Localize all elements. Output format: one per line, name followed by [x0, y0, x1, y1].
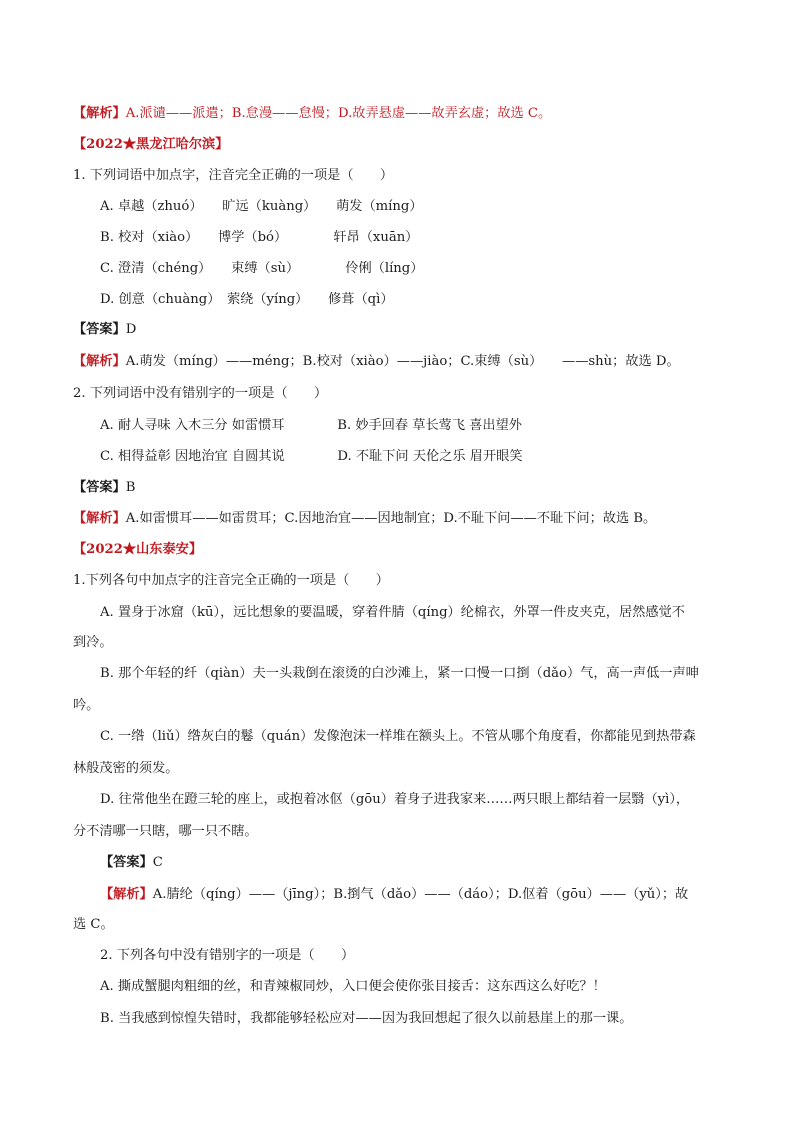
text-line-q3a1	[100, 603, 685, 623]
text-line-q3b1	[100, 664, 699, 684]
text-span: A. 耐人寻味 入木三分 如雷惯耳 B. 妙手回春 草长莺飞 喜出望外	[100, 418, 522, 433]
text-line-e1	[73, 352, 680, 372]
text-span: A.腈纶（qíng）——（jīng）；B.捯气（dǎo）——（dáo）；D.伛着（gōu）——（yǔ）；故	[152, 887, 689, 902]
text-line-a3	[100, 853, 163, 873]
text-line-e2	[73, 509, 656, 529]
text-span: A.萌发（míng）——méng；B.校对（xiào）——jiào；C.束缚（sù） ——shù；故选 D。	[125, 354, 680, 369]
text-span: 【答案】	[73, 480, 126, 495]
text-line-q3c2	[73, 759, 179, 779]
text-span: B. 当我感到惊惶失错时，我都能够轻松应对——因为我回想起了很久以前悬崖上的那一课。	[100, 1011, 633, 1026]
text-line-q4a	[100, 977, 606, 997]
text-span: 选 C。	[73, 917, 114, 932]
text-line-q1d	[100, 290, 394, 310]
text-line-q3a2	[73, 633, 113, 653]
text-span: 2. 下列词语中没有错别字的一项是（ ）	[73, 386, 328, 401]
text-span: A.如雷惯耳——如雷贯耳；C.因地治宜——因地制宜；D.不耻下问——不耻下问；故选 B。	[125, 511, 657, 526]
text-span: C. 澄清（chéng） 束缚（sù） 伶俐（líng）	[100, 261, 424, 276]
text-span: C	[152, 855, 163, 870]
text-span: B. 那个年轻的纤（qiàn）夫一头栽倒在滚烫的白沙滩上，紧一口慢一口捯（dǎo）气，高一声低一声呻	[100, 666, 699, 681]
text-line-h2	[73, 540, 202, 560]
text-line-q3b2	[73, 696, 99, 716]
text-line-q3d1	[100, 790, 689, 810]
text-line-q3c1	[100, 727, 696, 747]
text-line-h1	[73, 135, 228, 155]
text-line-q2	[73, 384, 327, 404]
text-span: 到冷。	[73, 635, 113, 650]
text-line-q1a	[100, 197, 423, 217]
text-line-top	[73, 104, 551, 124]
label-tag: 【2022★山东泰安】	[73, 542, 203, 557]
text-span: 1.下列各句中加点字的注音完全正确的一项是（ ）	[73, 573, 389, 588]
text-span: A. 卓越（zhuó） 旷远（kuàng） 萌发（míng）	[100, 199, 423, 214]
text-line-q2cd	[100, 447, 523, 467]
text-span: 2. 下列各句中没有错别字的一项是（ ）	[100, 948, 355, 963]
text-line-a1	[73, 320, 136, 340]
text-line-q4b	[100, 1009, 632, 1029]
text-line-q2ab	[100, 416, 522, 436]
text-span: 【答案】	[73, 322, 126, 337]
text-span: D	[125, 322, 137, 337]
label-tag: 【2022★黑龙江哈尔滨】	[73, 137, 229, 152]
text-line-q4	[100, 946, 354, 966]
text-span: C. 一绺（liǔ）绺灰白的鬈（quán）发像泡沫一样堆在额头上。不管从哪个角度看，你都能见到热带森	[100, 729, 696, 744]
text-span: C. 相得益彰 因地治宜 自圆其说 D. 不耻下问 天伦之乐 眉开眼笑	[100, 449, 523, 464]
text-line-a2	[73, 478, 135, 498]
label-tag: 【解析】	[73, 354, 126, 369]
text-span: A. 置身于冰窟（kū），远比想象的要温暖，穿着件腈（qíng）纶棉衣，外罩一件皮夹克，居然感觉不	[100, 605, 685, 620]
text-span: A.派谴——派遣；B.怠漫——怠慢；D.故弄悬虚——故弄玄虚；故选 C。	[125, 106, 552, 121]
text-span: B	[125, 480, 136, 495]
text-span: B. 校对（xiào） 博学（bó） 轩昂（xuān）	[100, 230, 419, 245]
text-span: D. 创意（chuàng） 萦绕（yíng） 修葺（qì）	[100, 292, 394, 307]
text-line-e3a	[100, 885, 688, 905]
label-tag: 【解析】	[73, 511, 126, 526]
text-line-e3b	[73, 915, 114, 935]
text-line-q3	[73, 571, 389, 591]
text-span: 【答案】	[100, 855, 153, 870]
text-line-q1b	[100, 228, 418, 248]
text-span: A. 撕成蟹腿肉粗细的丝，和青辣椒同炒，入口便会使你张目接舌：这东西这么好吃？！	[100, 979, 606, 994]
text-span: 吟。	[73, 698, 100, 713]
text-span: 1. 下列词语中加点字，注音完全正确的一项是（ ）	[73, 168, 394, 183]
text-span: 林般茂密的须发。	[73, 761, 179, 776]
text-line-q1	[73, 166, 393, 186]
text-line-q1c	[100, 259, 423, 279]
label-tag: 【解析】	[73, 106, 126, 121]
text-line-q3d2	[73, 822, 258, 842]
text-span: D. 往常他坐在蹬三轮的座上，或抱着冰伛（gōu）着身子进我家来……两只眼上都结着一层翳（yì），	[100, 792, 690, 807]
label-tag: 【解析】	[100, 887, 153, 902]
text-span: 分不清哪一只瞎，哪一只不瞎。	[73, 824, 258, 839]
